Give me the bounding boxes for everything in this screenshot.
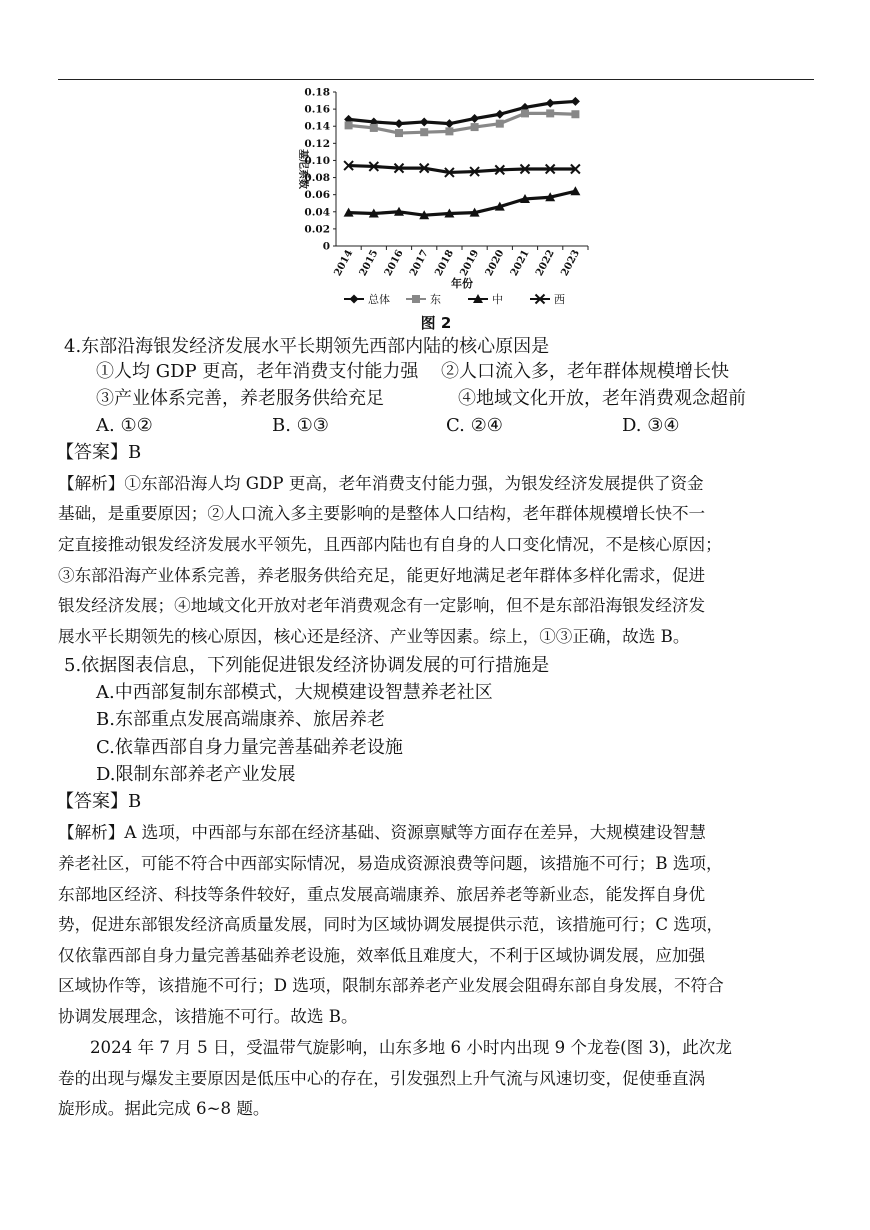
data-point [495,110,504,119]
y-tick-label: 0.02 [304,223,330,236]
y-tick-label: 0.16 [304,103,330,116]
q4-choice-b: B. ①③ [272,415,329,436]
top-rule [58,79,814,80]
x-tick-label: 2016 [382,248,406,278]
legend-label: 东 [430,293,441,306]
data-point [395,119,404,128]
chart-title: 图 2 [420,314,452,332]
y-tick-label: 0.04 [304,206,330,219]
q5-explanation-line: 仅依靠西部自身力量完善基础养老设施，效率低且难度大，不利于区域协调发展，应加强 [58,946,706,965]
q5-choice-a: A.中西部复制东部模式，大规模建设智慧养老社区 [96,682,493,703]
x-axis-label: 年份 [451,277,473,290]
data-point [496,120,504,128]
x-tick-label: 2023 [559,248,583,278]
q5-explanation-line: 协调发展理念，该措施不可行。故选 B。 [58,1007,358,1026]
q4-explanation-line: 银发经济发展；④地域文化开放对老年消费观念有一定影响，但不是东部沿海银发经济发 [58,596,706,615]
q4-choice-d: D. ③④ [622,415,680,436]
intro-line: 旋形成。据此完成 6~8 题。 [58,1099,270,1118]
x-tick-label: 2018 [433,248,457,278]
q5-explanation-line: 区域协作等，该措施不可行；D 选项，限制东部养老产业发展会阻碍东部自身发展，不符合 [58,976,724,995]
y-tick-label: 0.14 [304,120,330,133]
legend-label: 总体 [368,293,390,306]
y-tick-label: 0.12 [304,137,330,150]
q5-stem: 5.依据图表信息，下列能促进银发经济协调发展的可行措施是 [64,655,550,676]
q4-explanation-line: 定直接推动银发经济发展水平领先，且西部内陆也有自身的人口变化情况，不是核心原因； [58,535,722,554]
data-point [445,127,453,135]
q5-choice-b: B.东部重点发展高端康养、旅居养老 [96,709,385,730]
data-point [345,121,353,129]
data-point [445,119,454,128]
y-axis-label: 基尼系数 [297,149,308,189]
q4-option-1: ①人均 GDP 更高，老年消费支付能力强 [96,361,419,382]
q4-option-2: ②人口流入多，老年群体规模增长快 [441,361,729,382]
q4-explanation-line: 基础，是重要原因；②人口流入多主要影响的是整体人口结构，老年群体规模增长快不一 [58,504,706,523]
legend-label: 中 [492,293,503,306]
intro-line: 2024 年 7 月 5 日，受温带气旋影响，山东多地 6 小时内出现 9 个龙卷(图 3)，此次龙 [90,1038,732,1057]
data-point [350,295,359,304]
q5-explanation-line: 养老社区，可能不符合中西部实际情况，易造成资源浪费等问题，该措施不可行；B 选项， [58,854,723,873]
data-point [546,99,555,108]
x-tick-label: 2021 [508,248,532,278]
data-point [571,110,579,118]
q5-explanation-line: 势，促进东部银发经济高质量发展，同时为区域协调发展提供示范，该措施可行；C 选项， [58,915,724,934]
data-point [521,109,529,117]
data-point [546,109,554,117]
q4-explanation-line: 展水平长期领先的核心原因，核心还是经济、产业等因素。综上，①③正确，故选 B。 [58,627,690,646]
series-line-中 [349,191,576,215]
q4-answer: 【答案】B [56,442,142,463]
y-tick-label: 0.06 [304,189,330,202]
x-tick-label: 2022 [534,248,557,278]
q4-explanation-line: ③东部沿海产业体系完善，养老服务供给充足，能更好地满足老年群体多样化需求，促进 [58,566,706,585]
data-point [412,295,420,303]
legend-label: 西 [554,293,565,306]
data-point [395,129,403,137]
y-tick-label: 0.10 [304,154,330,167]
data-point [420,117,429,126]
q5-answer: 【答案】B [56,791,142,812]
q4-choice-a: A. ①② [96,415,153,436]
q5-choice-c: C.依靠西部自身力量完善基础养老设施 [96,737,403,758]
x-tick-label: 2020 [483,248,507,278]
intro-line: 卷的出现与爆发主要原因是低压中心的存在，引发强烈上升气流与风速切变，促使垂直涡 [58,1069,706,1088]
series-line-西 [349,166,576,173]
q5-explanation-line: 【解析】A 选项，中西部与东部在经济基础、资源禀赋等方面存在差异，大规模建设智慧 [58,823,706,842]
x-tick-label: 2015 [357,248,381,278]
q4-stem: 4.东部沿海银发经济发展水平长期领先西部内陆的核心原因是 [64,336,550,357]
x-tick-label: 2014 [332,248,356,278]
y-tick-label: 0 [322,240,330,253]
data-point [470,114,479,123]
y-tick-label: 0.08 [304,172,330,185]
q4-explanation-line: 【解析】①东部沿海人均 GDP 更高，老年消费支付能力强，为银发经济发展提供了资金 [58,474,704,493]
q4-option-4: ④地域文化开放，老年消费观念超前 [458,388,746,409]
q5-choice-d: D.限制东部养老产业发展 [96,764,296,785]
q4-choice-c: C. ②④ [446,415,503,436]
gini-line-chart [290,84,600,332]
x-tick-label: 2017 [408,248,431,278]
data-point [420,128,428,136]
x-tick-label: 2019 [458,248,482,278]
data-point [471,123,479,131]
data-point [571,97,580,106]
q4-option-3: ③产业体系完善，养老服务供给充足 [96,388,384,409]
data-point [370,124,378,132]
q5-explanation-line: 东部地区经济、科技等条件较好，重点发展高端康养、旅居养老等新业态，能发挥自身优 [58,885,706,904]
y-tick-label: 0.18 [304,86,330,99]
